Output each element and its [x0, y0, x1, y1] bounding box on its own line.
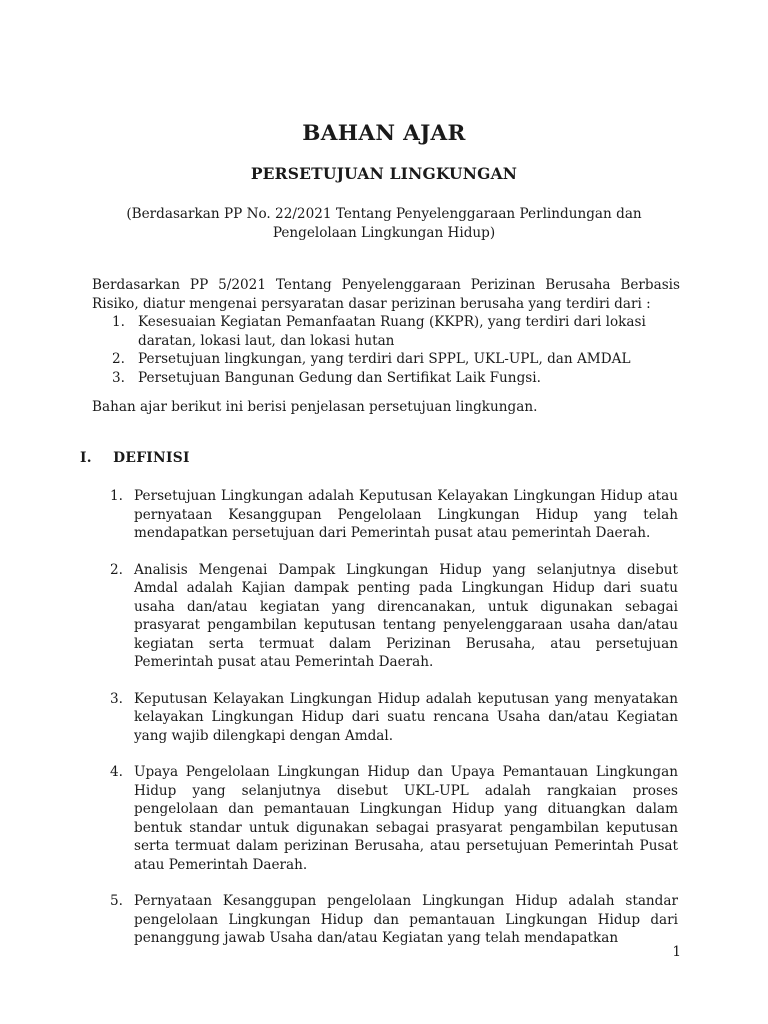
list-item: [92, 350, 680, 369]
list-item-number: 2.: [110, 561, 123, 578]
list-item-number: 1.: [112, 314, 125, 330]
list-item: [110, 561, 678, 672]
legal-basis-note: [100, 205, 668, 243]
intro-paragraph: Berdasarkan PP 5/2021 Tentang Penyelenggaraan Perizinan Berusaha Berbasis Risiko, diatur mengenai persyaratan dasar perizinan berusaha yang terdiri dari :: [92, 277, 680, 312]
list-item-number: 3.: [110, 690, 123, 707]
section-title: DEFINISI: [113, 450, 190, 466]
list-item: [110, 487, 678, 543]
legal-basis-line: Pengelolaan Lingkungan Hidup): [272, 225, 496, 241]
list-item-text: Pernyataan Kesanggupan pengelolaan Lingkungan Hidup adalah standar pengelolaan Lingkungan Hidup dan pemantauan Lingkungan Hidup dari penanggung jawab Usaha dan/atau Kegiatan yang telah mendapatkan: [134, 893, 678, 946]
page-number: 1: [672, 944, 681, 960]
list-item: [92, 313, 680, 350]
section-number: I.: [80, 450, 92, 466]
list-item-text: Upaya Pengelolaan Lingkungan Hidup dan Upaya Pemantauan Lingkungan Hidup yang selanjutnya disebut UKL-UPL adalah rangkaian proses pengelolaan dan pemantauan Lingkungan Hidup yang dituangkan dalam bentuk standar untuk digunakan sebagai prasyarat pengambilan keputusan serta termuat dalam perizinan Berusaha, atau persetujuan Pemerintah Pusat atau Pemerintah Daerah.: [134, 764, 678, 873]
requirements-list: [92, 313, 680, 387]
list-item-number: 3.: [112, 369, 125, 386]
list-item-number: 1.: [110, 488, 123, 504]
list-item-number: 4.: [110, 764, 123, 780]
section-heading: [80, 450, 190, 466]
intro-section: [92, 276, 680, 387]
list-item: [110, 763, 678, 874]
list-item-text: Kesesuaian Kegiatan Pemanfaatan Ruang (KKPR), yang terdiri dari lokasi daratan, lokasi laut, dan lokasi hutan: [138, 314, 646, 349]
list-item: [110, 892, 678, 948]
legal-basis-line: (Berdasarkan PP No. 22/2021 Tentang Penyelenggaraan Perlindungan dan: [126, 206, 642, 222]
list-item-text: Persetujuan Bangunan Gedung dan Sertifikat Laik Fungsi.: [138, 369, 541, 386]
list-item-text: Persetujuan lingkungan, yang terdiri dari SPPL, UKL-UPL, dan AMDAL: [138, 351, 631, 367]
list-item-text: Analisis Mengenai Dampak Lingkungan Hidup yang selanjutnya disebut Amdal adalah Kajian dampak penting pada Lingkungan Hidup dari suatu usaha dan/atau kegiatan yang direncanakan, untuk digunakan sebagai prasyarat pengambilan keputusan tentang penyelenggaraan usaha dan/atau kegiatan serta termuat dalam Perizinan Berusaha, atau persetujuan Pemerintah pusat atau Pemerintah Daerah.: [134, 561, 678, 670]
list-item: [110, 690, 678, 746]
summary-paragraph: Bahan ajar berikut ini berisi penjelasan persetujuan lingkungan.: [92, 399, 538, 415]
document-subtitle: PERSETUJUAN LINGKUNGAN: [250, 164, 518, 183]
list-item-text: Keputusan Kelayakan Lingkungan Hidup adalah keputusan yang menyatakan kelayakan Lingkungan Hidup dari suatu rencana Usaha dan/atau Kegiatan yang wajib dilengkapi dengan Amdal.: [134, 690, 678, 744]
list-item-number: 2.: [112, 351, 125, 367]
list-item-number: 5.: [110, 893, 123, 909]
document-title: BAHAN AJAR: [302, 121, 466, 146]
definitions-list: [110, 487, 678, 948]
list-item: [92, 369, 680, 388]
list-item-text: Persetujuan Lingkungan adalah Keputusan Kelayakan Lingkungan Hidup atau pernyataan Kesanggupan Pengelolaan Lingkungan Hidup yang telah mendapatkan persetujuan dari Pemerintah pusat atau pemerintah Daerah.: [134, 488, 678, 541]
